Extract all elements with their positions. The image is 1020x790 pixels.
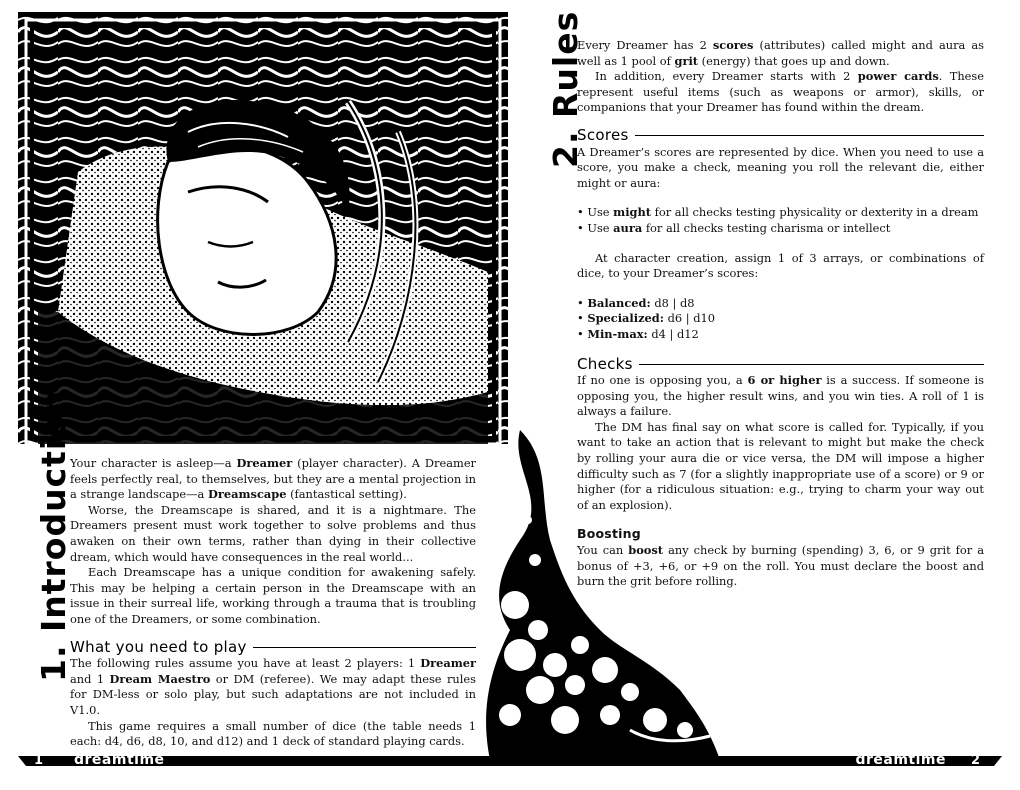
rules-paragraph-2: In addition, every Dreamer starts with 2 power cards. These represent useful items (such as weapons or armor), skills, or companions that your Dreamer has found within the dream.	[577, 69, 984, 115]
page-number-left: 1	[34, 753, 44, 768]
page-footer	[18, 752, 1002, 768]
introduction-body	[70, 456, 476, 750]
section-heading-checks: Checks	[577, 357, 984, 373]
scores-bullet-list	[577, 205, 984, 236]
rules-paragraph-1: Every Dreamer has 2 scores (attributes) called might and aura as well as 1 pool of grit (energy) that goes up and down.	[577, 38, 984, 68]
intro-paragraph-1: Your character is asleep—a Dreamer (player character). A Dreamer feels perfectly real, to themselves, but they are a mental projection in a strange landscape—a Dreamscape (fantastical setting).	[70, 456, 476, 502]
intro-paragraph-3: Each Dreamscape has a unique condition for awakening safely. This may be helping a certain person in the Dreamscape with an issue in their surreal life, working through a trauma that is troubling one of the Dreamers, or some combination.	[70, 565, 476, 626]
footer-brand-left: dreamtime	[74, 752, 165, 768]
footer-bar	[18, 756, 1002, 766]
need-paragraph-1: The following rules assume you have at least 2 players: 1 Dreamer and 1 Dream Maestro or DM (referee). We may adapt these rules for DM-less or solo play, but such adaptations are not included in V1.0.	[70, 656, 476, 717]
scores-paragraph-1: A Dreamer’s scores are represented by dice. When you need to use a score, you make a check, meaning you roll the relevant die, either might or aura:	[577, 144, 984, 190]
scores-paragraph-2: At character creation, assign 1 of 3 arrays, or combinations of dice, to your Dreamer’s scores:	[577, 250, 984, 281]
list-item: • Specialized: d6 | d10	[577, 311, 984, 327]
section-heading-boosting: Boosting	[577, 526, 641, 542]
intro-paragraph-2: Worse, the Dreamscape is shared, and it is a nightmare. The Dreamers present must work together to solve problems and thus awaken on their own terms, rather than dying in their collective dream, which would have consequences in the real world...	[70, 502, 476, 564]
chapter-title-introduction: 1. Introduction	[34, 389, 73, 682]
section-heading-scores: Scores	[577, 128, 984, 144]
score-arrays-list	[577, 296, 984, 343]
checks-paragraph-2: The DM has final say on what score is called for. Typically, if you want to take an action that is relevant to might but make the check by rolling your aura die or vice versa, the DM will impose a higher difficulty such as 7 (for a slightly inappropriate use of a score) or 9 or higher (for a ridiculous situation: e.g., trying to charm your way out of an explosion).	[577, 419, 984, 512]
page-number-right: 2	[970, 753, 980, 768]
footer-brand-right: dreamtime	[855, 752, 946, 768]
chapter-title-rules: 2. Rules	[546, 10, 585, 168]
list-item: • Use aura for all checks testing charisma or intellect	[577, 221, 984, 237]
section-heading-what-you-need: What you need to play	[70, 640, 476, 656]
list-item: • Balanced: d8 | d8	[577, 296, 984, 312]
list-item: • Use might for all checks testing physicality or dexterity in a dream	[577, 205, 984, 221]
dreamer-illustration	[18, 12, 508, 452]
need-paragraph-2: This game requires a small number of dice (the table needs 1 each: d4, d6, d8, 10, and d12) and 1 deck of standard playing cards.	[70, 718, 476, 749]
rules-body	[577, 38, 984, 590]
checks-paragraph-1: If no one is opposing you, a 6 or higher is a success. If someone is opposing you, the higher result wins, and you win ties. A roll of 1 is always a failure.	[577, 373, 984, 419]
list-item: • Min-max: d4 | d12	[577, 327, 984, 343]
boosting-paragraph: You can boost any check by burning (spending) 3, 6, or 9 grit for a bonus of +3, +6, or +9 on the roll. You must declare the boost and burn the grit before rolling.	[577, 543, 984, 589]
